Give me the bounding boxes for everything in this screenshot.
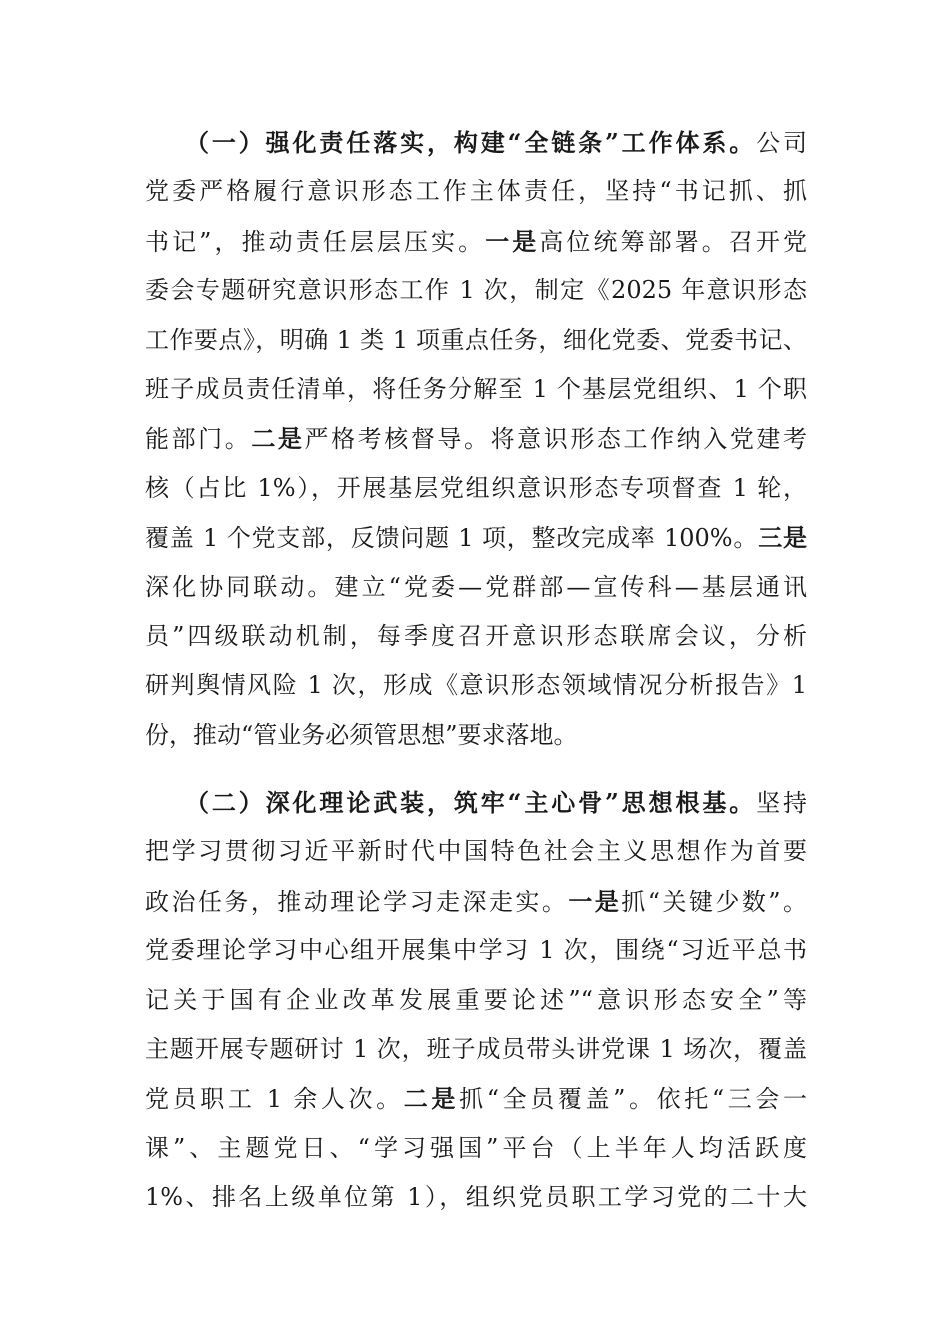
text-line bbox=[145, 266, 807, 315]
body-text: 1%、排名上级单位第 1），组织党员职工学习党的二十大 bbox=[145, 1183, 807, 1212]
text-line bbox=[145, 217, 807, 266]
text-line bbox=[145, 778, 807, 827]
text-line bbox=[145, 118, 807, 167]
text-line bbox=[145, 711, 807, 760]
text-line bbox=[145, 1173, 807, 1222]
text-line bbox=[145, 1124, 807, 1173]
text-line bbox=[145, 827, 807, 876]
body-text: 抓“全员覆盖”。依托“三会一 bbox=[459, 1085, 808, 1114]
body-text: 能部门。 bbox=[145, 425, 252, 454]
bold-heading-text: 一是 bbox=[485, 226, 540, 256]
text-line bbox=[145, 1025, 807, 1074]
text-line bbox=[145, 365, 807, 414]
text-line bbox=[145, 167, 807, 216]
body-text: 公司 bbox=[756, 129, 808, 157]
body-text: 员”四级联动机制，每季度召开意识形态联席会议，分析 bbox=[145, 621, 807, 650]
text-line bbox=[145, 877, 807, 926]
body-text: 政治任务，推动理论学习走深走实。 bbox=[145, 887, 569, 916]
text-line bbox=[145, 513, 807, 562]
body-text: 把学习贯彻习近平新时代中国特色社会主义思想作为首要 bbox=[145, 837, 807, 866]
text-line bbox=[145, 316, 807, 365]
body-text: 党委严格履行意识形态工作主体责任，坚持“书记抓、抓 bbox=[145, 177, 807, 206]
body-text: 书记”，推动责任层层压实。 bbox=[145, 227, 486, 256]
text-line bbox=[145, 1074, 807, 1123]
text-line bbox=[145, 926, 807, 975]
body-text: 深化协同联动。建立“党委—党群部—宣传科—基层通讯 bbox=[145, 572, 807, 601]
bold-heading-text: （一）强化责任落实，构建“全链条”工作体系。 bbox=[185, 128, 757, 157]
body-text: 覆盖 1 个党支部，反馈问题 1 项，整改完成率 100%。 bbox=[145, 524, 759, 553]
body-text: 研判舆情风险 1 次，形成《意识形态领域情况分析报告》1 bbox=[145, 671, 807, 700]
body-text: 委会专题研究意识形态工作 1 次，制定《2025 年意识形态 bbox=[145, 276, 807, 305]
bold-heading-text: （二）深化理论武装，筑牢“主心骨”思想根基。 bbox=[185, 788, 757, 817]
text-line bbox=[145, 414, 807, 463]
text-line bbox=[145, 976, 807, 1025]
body-text: 党委理论学习中心组开展集中学习 1 次，围绕“习近平总书 bbox=[145, 936, 807, 965]
body-text: 党员职工 1 余人次。 bbox=[145, 1085, 404, 1114]
body-text: 课”、主题党日、“学习强国”平台（上半年人均活跃度 bbox=[145, 1133, 807, 1162]
body-text: 记关于国有企业改革发展重要论述”“意识形态安全”等 bbox=[145, 985, 807, 1014]
bold-heading-text: 二是 bbox=[251, 424, 305, 454]
body-text: 抓“关键少数”。 bbox=[621, 887, 808, 916]
text-line bbox=[145, 661, 807, 710]
body-text: 严格考核督导。将意识形态工作纳入党建考 bbox=[304, 425, 808, 454]
bold-heading-text: 一是 bbox=[568, 886, 622, 916]
text-line bbox=[145, 563, 807, 612]
text-line bbox=[145, 464, 807, 513]
body-text: 主题开展专题研讨 1 次，班子成员带头讲党课 1 场次，覆盖 bbox=[145, 1034, 807, 1063]
body-text: 工作要点》，明确 1 类 1 项重点任务，细化党委、党委书记、 bbox=[145, 325, 807, 354]
body-text: 班子成员责任清单，将任务分解至 1 个基层党组织、1 个职 bbox=[145, 374, 807, 403]
body-text: 份，推动“管业务必须管思想”要求落地。 bbox=[145, 720, 578, 749]
body-text: 核（占比 1%），开展基层党组织意识形态专项督查 1 轮， bbox=[145, 473, 807, 502]
body-text: 坚持 bbox=[756, 789, 808, 817]
bold-heading-text: 三是 bbox=[758, 523, 807, 553]
body-text: 高位统筹部署。召开党 bbox=[539, 227, 808, 256]
section-one-paragraph bbox=[145, 118, 807, 760]
bold-heading-text: 二是 bbox=[403, 1084, 460, 1114]
section-two-paragraph bbox=[145, 778, 807, 1223]
text-line bbox=[145, 612, 807, 661]
